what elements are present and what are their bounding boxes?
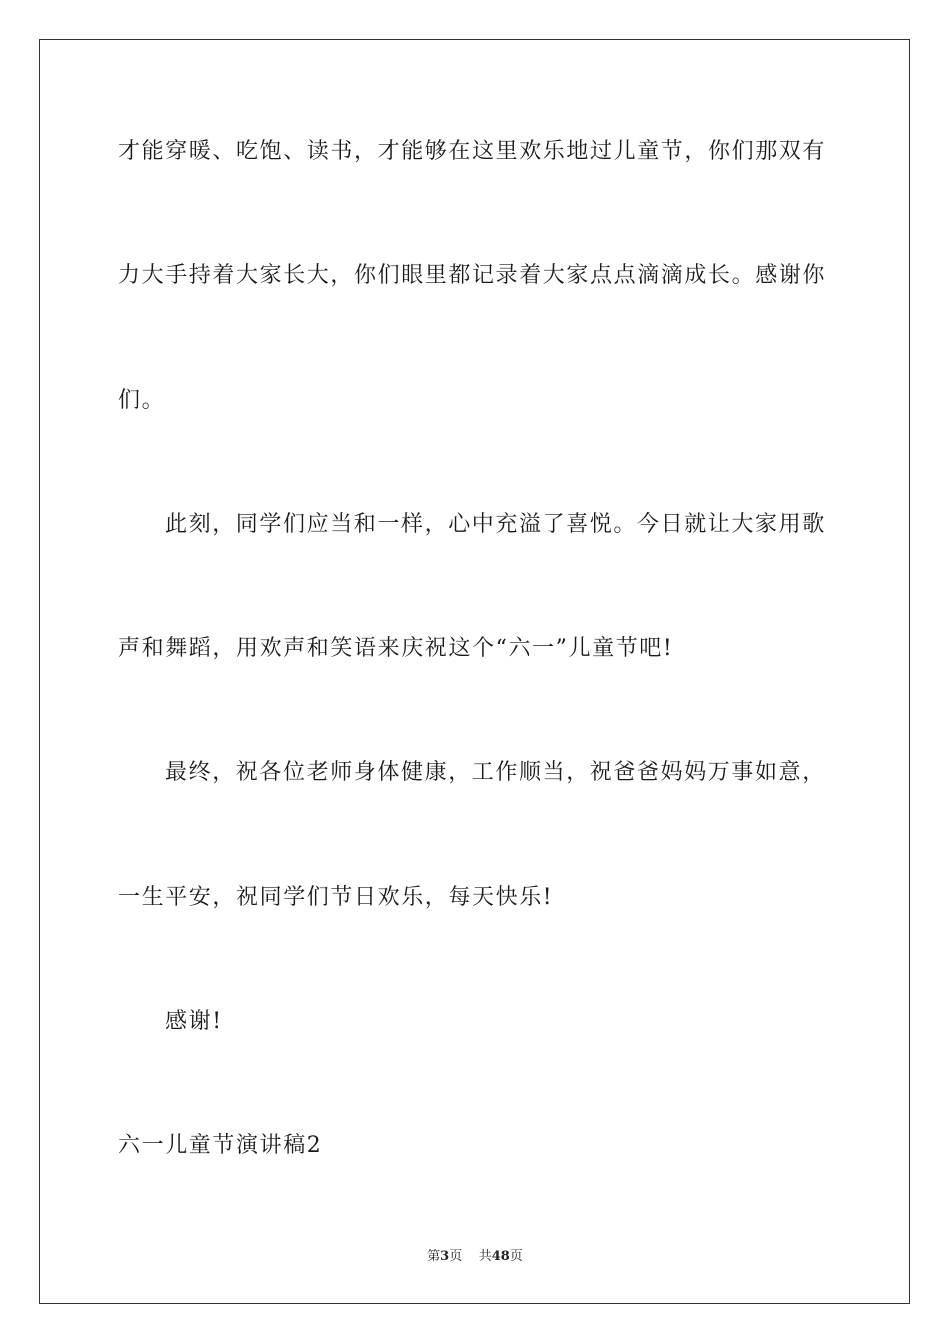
body-text-line-1: 才能穿暖、吃饱、读书，才能够在这里欢乐地过儿童节，你们那双有 <box>118 139 827 164</box>
page-label-prefix: 第 <box>427 1249 441 1264</box>
total-label-prefix: 共 <box>478 1249 492 1264</box>
page-label-suffix: 页 <box>449 1249 463 1264</box>
body-text-line-6: 最终，祝各位老师身体健康，工作顺当，祝爸爸妈妈万事如意， <box>165 760 826 785</box>
body-text-line-5: 声和舞蹈，用欢声和笑语来庆祝这个“六一”儿童节吧! <box>118 636 674 661</box>
page-number: 3 <box>440 1249 450 1264</box>
body-text-line-7: 一生平安，祝同学们节日欢乐，每天快乐! <box>118 885 554 910</box>
body-text-line-8: 感谢! <box>165 1009 223 1034</box>
body-text-line-4: 此刻，同学们应当和一样，心中充溢了喜悦。今日就让大家用歌 <box>165 512 826 537</box>
page-border <box>39 39 910 1304</box>
body-text-line-3: 们。 <box>118 388 166 413</box>
page-footer <box>0 1248 950 1266</box>
section-heading: 六一儿童节演讲稿2 <box>118 1133 323 1158</box>
total-pages: 48 <box>491 1249 510 1264</box>
total-label-suffix: 页 <box>509 1249 523 1264</box>
body-text-line-2: 力大手持着大家长大，你们眼里都记录着大家点点滴滴成长。感谢你 <box>118 263 827 288</box>
